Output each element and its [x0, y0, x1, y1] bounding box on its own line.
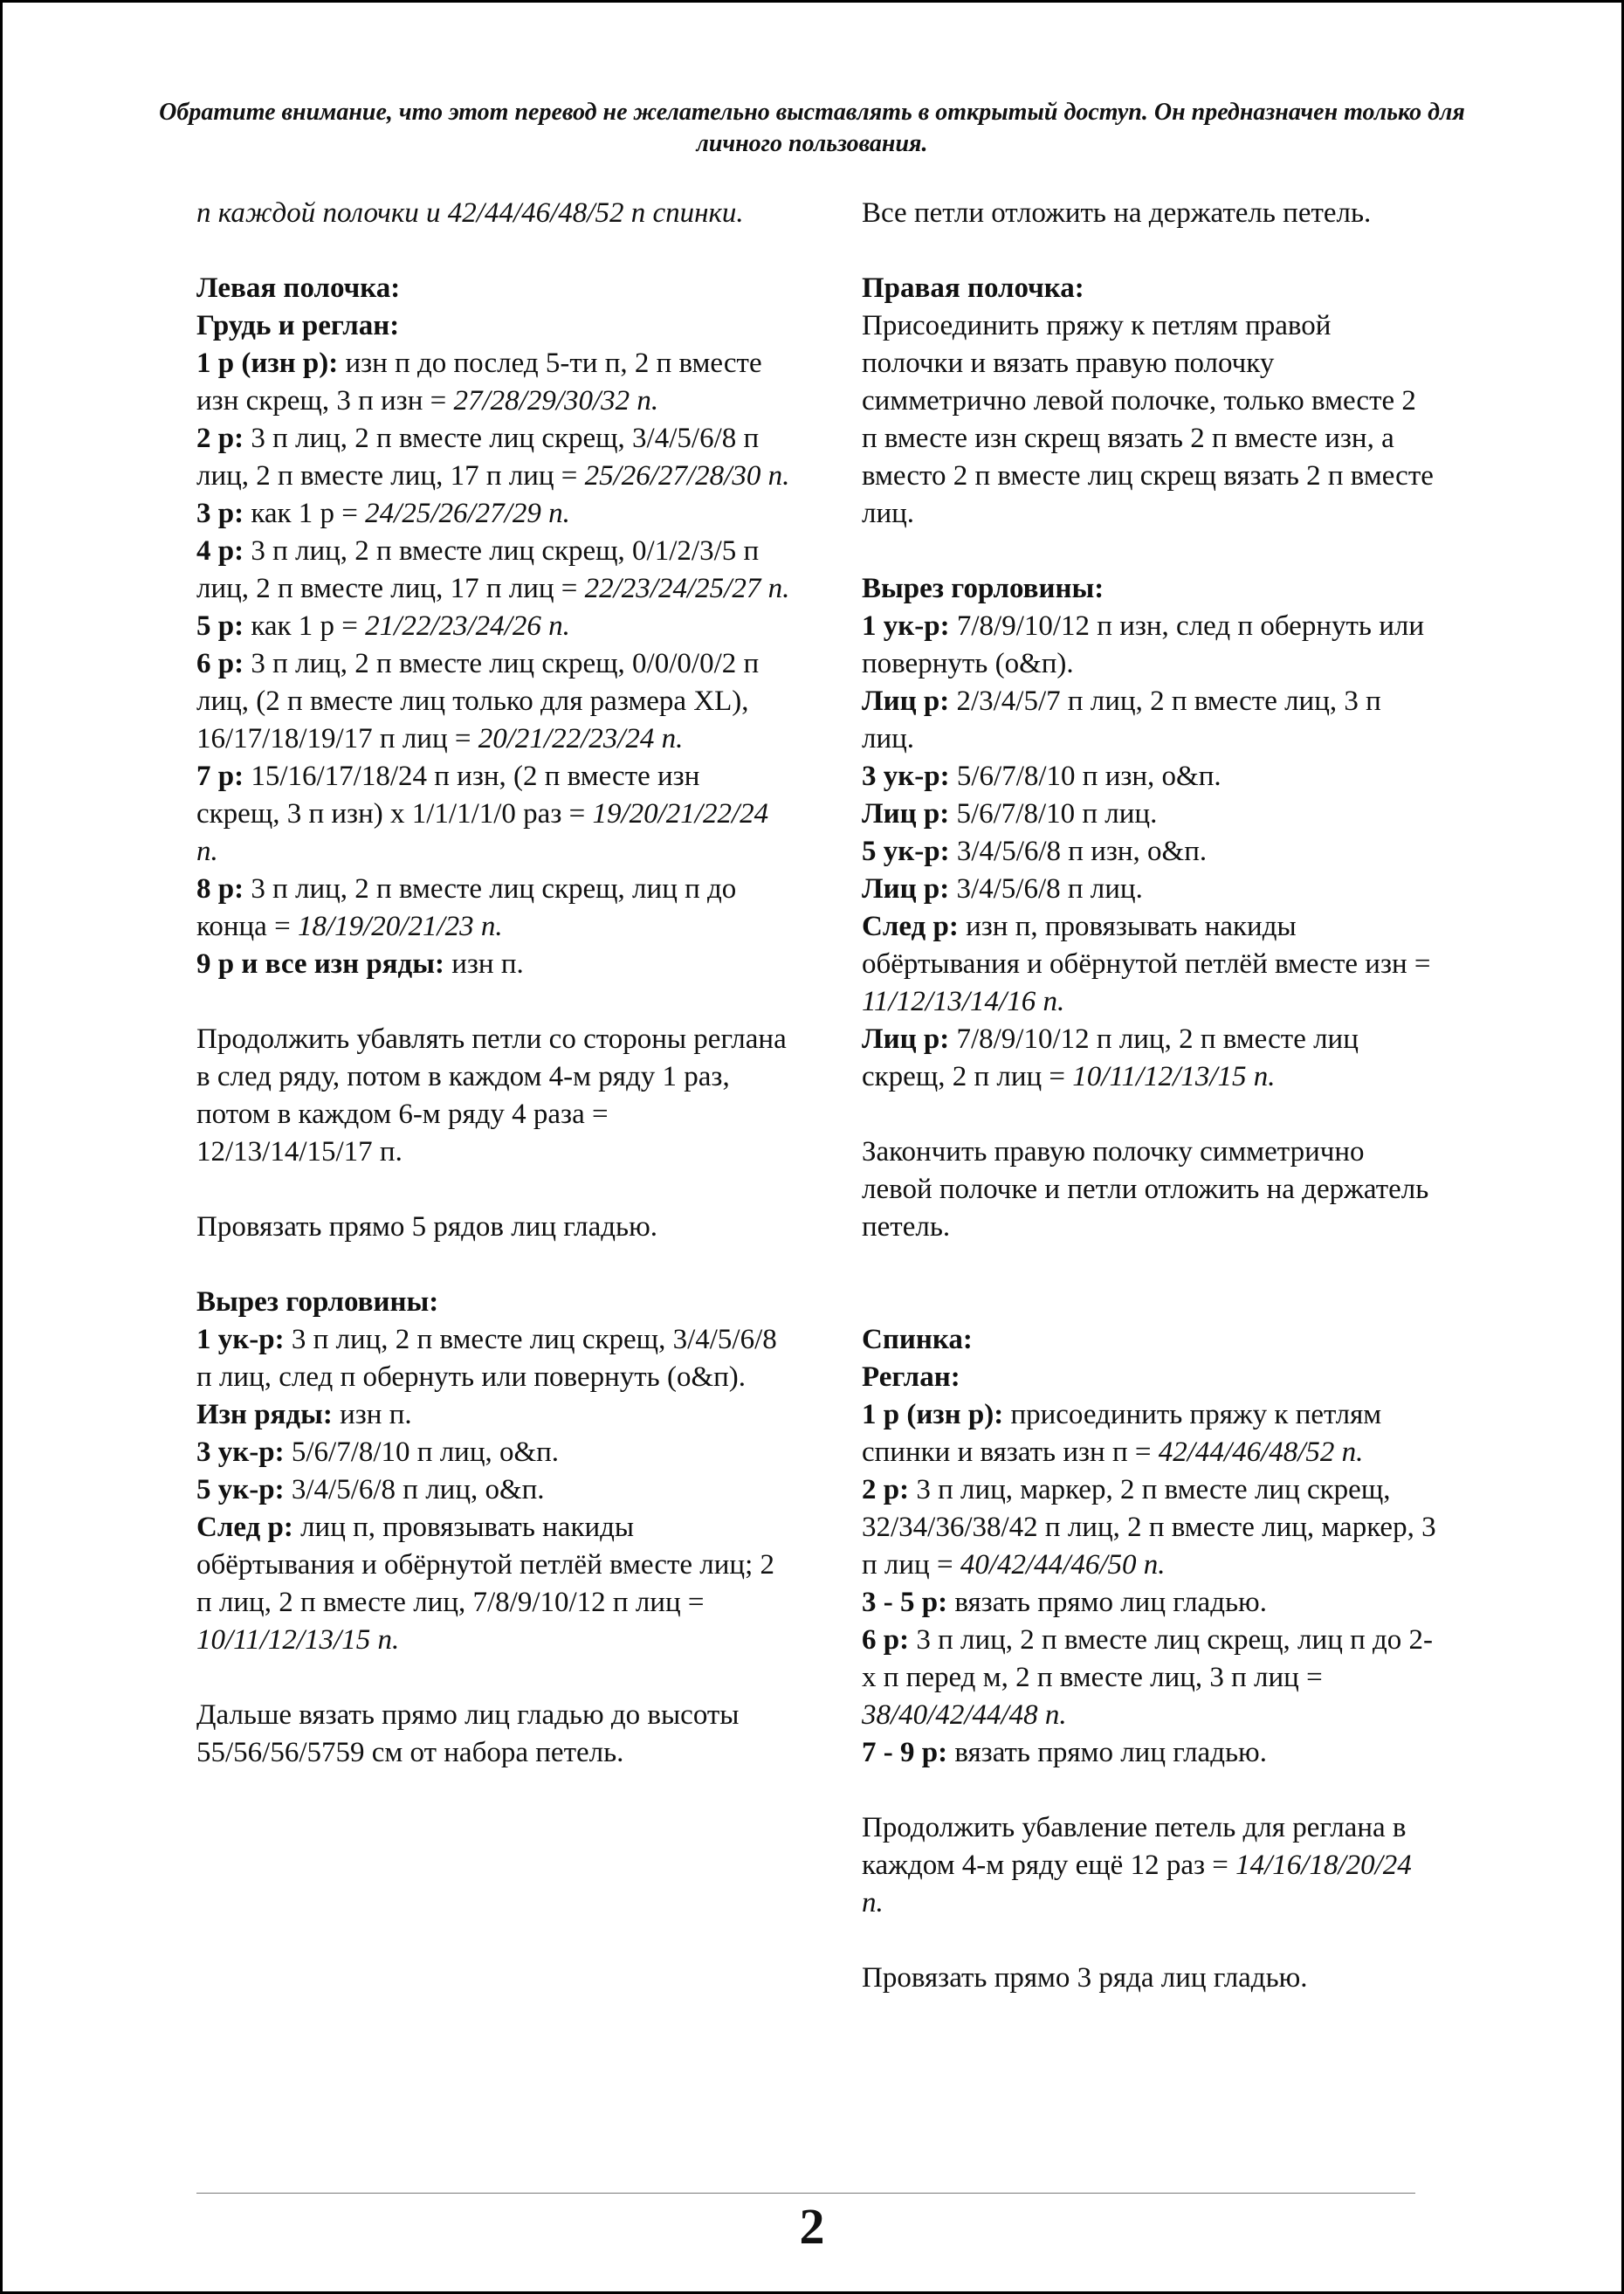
- row-instruction: След р: изн п, провязывать накиды обёртывания и обёрнутой петлёй вместе изн = 11/12/13/14/16 п.: [862, 911, 1431, 1017]
- section-title-right-front: Правая полочка:: [862, 272, 1084, 304]
- row-instruction: 4 р: 3 п лиц, 2 п вместе лиц скрещ, 0/1/2/3/5 п лиц, 2 п вместе лиц, 17 п лиц = 22/23/24/25/27 п.: [196, 535, 790, 604]
- row-instruction: 6 р: 3 п лиц, 2 п вместе лиц скрещ, лиц п до 2-х п перед м, 2 п вместе лиц, 3 п лиц = 38/40/42/44/48 п.: [862, 1624, 1434, 1731]
- right-column: [862, 195, 1438, 1997]
- row-instruction: 2 р: 3 п лиц, маркер, 2 п вместе лиц скрещ, 32/34/36/38/42 п лиц, 2 п вместе лиц, маркер, 3 п лиц = 40/42/44/46/50 п.: [862, 1474, 1436, 1581]
- row-instruction: Лиц р: 3/4/5/6/8 п лиц.: [862, 873, 1143, 905]
- row-instruction: 7 р: 15/16/17/18/24 п изн, (2 п вместе изн скрещ, 3 п изн) х 1/1/1/1/0 раз = 19/20/21/22/24 п.: [196, 761, 769, 867]
- row-instruction: 3 - 5 р: вязать прямо лиц гладью.: [862, 1587, 1267, 1618]
- subsection-title-chest-raglan: Грудь и реглан:: [196, 310, 400, 341]
- row-instruction: Лиц р: 7/8/9/10/12 п лиц, 2 п вместе лиц скрещ, 2 п лиц = 10/11/12/13/15 п.: [862, 1023, 1359, 1092]
- row-instruction: 5 р: как 1 р = 21/22/23/24/26 п.: [196, 610, 570, 642]
- row-instruction: 3 ук-р: 5/6/7/8/10 п изн, о&п.: [862, 761, 1221, 792]
- row-instruction: 1 ук-р: 7/8/9/10/12 п изн, след п обернуть или повернуть (о&п).: [862, 610, 1424, 679]
- row-instruction: 9 р и все изн ряды: изн п.: [196, 948, 524, 980]
- paragraph: Продолжить убавление петель для реглана в каждом 4-м ряду ещё 12 раз = 14/16/18/20/24 п.: [862, 1812, 1412, 1919]
- copyright-notice: Обратите внимание, что этот перевод не желательно выставлять в открытый доступ. Он предназначен только для личного пользования.: [159, 99, 1465, 157]
- paragraph: Все петли отложить на держатель петель.: [862, 197, 1372, 229]
- paragraph: Закончить правую полочку симметрично левой полочке и петли отложить на держатель петель.: [862, 1136, 1429, 1243]
- row-instruction: 5 ук-р: 3/4/5/6/8 п лиц, о&п.: [196, 1474, 545, 1505]
- page-number: 2: [799, 2198, 825, 2255]
- footer-divider: [196, 2193, 1415, 2194]
- row-instruction: 1 ук-р: 3 п лиц, 2 п вместе лиц скрещ, 3/4/5/6/8 п лиц, след п обернуть или повернуть (о&п).: [196, 1324, 777, 1393]
- row-instruction: 1 р (изн р): изн п до послед 5-ти п, 2 п вместе изн скрещ, 3 п изн = 27/28/29/30/32 п.: [196, 348, 762, 417]
- section-title-neckline: Вырез горловины:: [862, 573, 1104, 604]
- row-instruction: 3 ук-р: 5/6/7/8/10 п лиц, о&п.: [196, 1436, 560, 1468]
- row-instruction: 3 р: как 1 р = 24/25/26/27/29 п.: [196, 498, 570, 529]
- row-instruction: 1 р (изн р): присоединить пряжу к петлям спинки и вязать изн п = 42/44/46/48/52 п.: [862, 1399, 1382, 1468]
- row-instruction: 8 р: 3 п лиц, 2 п вместе лиц скрещ, лиц п до конца = 18/19/20/21/23 п.: [196, 873, 737, 942]
- intro-text: п каждой полочки и 42/44/46/48/52 п спинки.: [196, 197, 744, 229]
- subsection-title-raglan: Реглан:: [862, 1361, 960, 1393]
- row-instruction: 5 ук-р: 3/4/5/6/8 п изн, о&п.: [862, 836, 1208, 867]
- paragraph: Провязать прямо 3 ряда лиц гладью.: [862, 1962, 1308, 1994]
- row-instruction: 2 р: 3 п лиц, 2 п вместе лиц скрещ, 3/4/5/6/8 п лиц, 2 п вместе лиц, 17 п лиц = 25/26/27/28/30 п.: [196, 423, 790, 492]
- section-title-left-front: Левая полочка:: [196, 272, 401, 304]
- row-instruction: Лиц р: 2/3/4/5/7 п лиц, 2 п вместе лиц, 3 п лиц.: [862, 685, 1381, 754]
- row-instruction: Лиц р: 5/6/7/8/10 п лиц.: [862, 798, 1158, 830]
- row-instruction: След р: лиц п, провязывать накиды обёртывания и обёрнутой петлёй вместе лиц; 2 п лиц, 2 п вместе лиц, 7/8/9/10/12 п лиц = 10/11/12/13/15 п.: [196, 1512, 775, 1656]
- row-instruction: Изн ряды: изн п.: [196, 1399, 412, 1430]
- row-instruction: 7 - 9 р: вязать прямо лиц гладью.: [862, 1737, 1267, 1768]
- section-title-back: Спинка:: [862, 1324, 973, 1355]
- paragraph: Присоединить пряжу к петлям правой полочки и вязать правую полочку симметрично левой полочке, только вместе 2 п вместе изн скрещ вязать 2 п вместе изн, а вместо 2 п вместе лиц скрещ вязать 2 п вместе лиц.: [862, 310, 1434, 529]
- paragraph: Продолжить убавлять петли со стороны реглана в след ряду, потом в каждом 4-м ряду 1 раз, потом в каждом 6-м ряду 4 раза = 12/13/14/15/17 п.: [196, 1023, 787, 1168]
- paragraph: Дальше вязать прямо лиц гладью до высоты 55/56/56/5759 см от набора петель.: [196, 1699, 740, 1768]
- left-column: [196, 195, 790, 1772]
- paragraph: Провязать прямо 5 рядов лиц гладью.: [196, 1211, 657, 1243]
- row-instruction: 6 р: 3 п лиц, 2 п вместе лиц скрещ, 0/0/0/0/2 п лиц, (2 п вместе лиц только для размера XL), 16/17/18/19/17 п лиц = 20/21/22/23/24 п.: [196, 648, 760, 754]
- section-title-neckline: Вырез горловины:: [196, 1286, 439, 1318]
